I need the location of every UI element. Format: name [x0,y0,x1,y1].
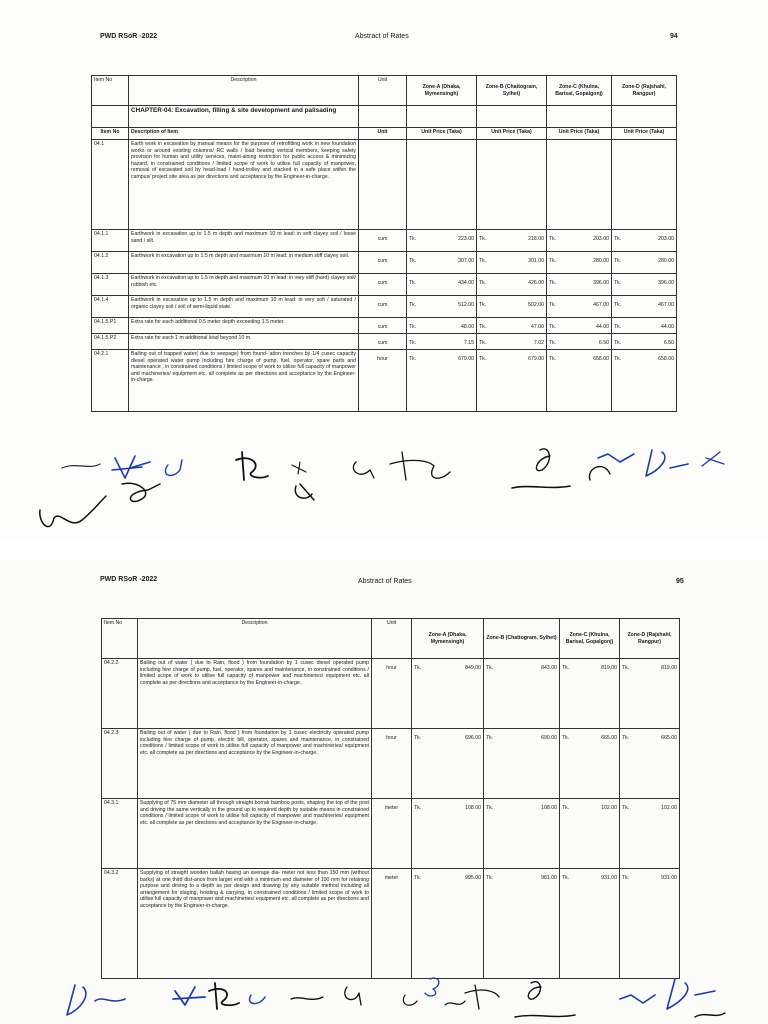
table-body [92,140,677,412]
currency-label: Tk. [414,875,422,881]
price-value: 48.00 [461,324,474,330]
price-value: 467.00 [593,302,609,308]
currency-label: Tk. [562,735,570,741]
description-cell: Extra rate for each additional 0.5 meter depth exceeding 1.5 meter. [129,318,359,334]
col-label-unit: Unit [359,128,407,140]
col-header-description: Description [138,619,372,659]
currency-label: Tk. [409,258,417,264]
table-row [92,334,677,350]
price-value: 44.00 [661,324,674,330]
description-cell: Earthwork in excavation up to 1.5 m depth and maximum 10 m lead: in very soft / saturated / organic clayey soil / soil of semi-liquid state. [129,296,359,318]
price-value: 307.00 [458,258,474,264]
price-cell-zone-d [612,350,677,412]
currency-label: Tk. [479,258,487,264]
price-value: 223.00 [458,236,474,242]
price-value: 44.00 [596,324,609,330]
price-value: 426.00 [528,280,544,286]
item-no-cell: 04.1.4 [92,296,129,318]
currency-label: Tk. [622,665,630,671]
unit-cell: meter [372,869,412,979]
price-cell-zone-d [612,140,677,230]
price-value: 108.00 [465,805,481,811]
col-header-unit: Unit [372,619,412,659]
column-label-row [92,128,677,140]
table-row [92,318,677,334]
price-cell-zone-c [547,296,612,318]
price-cell-zone-c [560,799,620,869]
price-value: 102.00 [661,805,677,811]
price-cell-zone-b [484,729,560,799]
price-value: 467.00 [658,302,674,308]
item-no-cell: 04.2.1 [92,350,129,412]
currency-label: Tk. [562,805,570,811]
price-cell-zone-b [477,296,547,318]
price-cell-zone-a [407,350,477,412]
price-value: 108.00 [541,805,557,811]
item-no-cell: 04.1.2 [92,252,129,274]
col-header-zone-d: Zone-D (Rajshahi, Rangpur) [620,619,680,659]
col-header-description: Description [129,76,359,106]
price-value: 6.50 [598,340,609,346]
price-value: 502.00 [528,302,544,308]
price-cell-zone-c [547,318,612,334]
currency-label: Tk. [486,665,494,671]
col-header-zone-b: Zone-B (Chattogram, Sylhet) [484,619,560,659]
price-value: 995.00 [465,875,481,881]
price-value: 843.00 [541,665,557,671]
doc-header-subtitle: Abstract of Rates [358,578,412,585]
price-cell-zone-a [407,140,477,230]
price-cell-zone-b [477,318,547,334]
doc-header-title: PWD RSoR -2022 [100,576,158,583]
col-header-zone-c: Zone-C (Khulna, Barisal, Gopalgonj) [547,76,612,106]
table-row [92,274,677,296]
currency-label: Tk. [562,875,570,881]
chapter-title: CHAPTER-04: Excavation, filling & site development and palisading [129,106,359,128]
col-label-price-c: Unit Price (Taka) [547,128,612,140]
item-no-cell: 04.3.2 [102,869,138,979]
price-value: 102.00 [601,805,617,811]
currency-label: Tk. [409,236,417,242]
rates-table [101,618,680,979]
price-cell-zone-a [412,659,484,729]
currency-label: Tk. [414,735,422,741]
price-cell-zone-d [612,318,677,334]
unit-cell: hour [359,350,407,412]
currency-label: Tk. [622,875,630,881]
col-label-price-a: Unit Price (Taka) [407,128,477,140]
table-header-row [92,76,677,106]
price-cell-zone-a [407,230,477,252]
price-cell-zone-d [612,230,677,252]
description-cell: Bailing out of water ( due to Rain, flood ) from foundation by 1 cusec electricity operated pump including hire charge of pump, electric bill, operator, spares and maintenance, in constrained conditions / limited scope of work to utilise full capacity of manpower and machineries/ equipment etc. all complete as per directions and acceptance by the Engineer-in-charge. [138,729,372,799]
price-value: 301.00 [528,258,544,264]
description-cell: Extra rate for each 1 m additional lead beyond 10 m. [129,334,359,350]
col-label-price-b: Unit Price (Taka) [477,128,547,140]
unit-cell: cum [359,252,407,274]
table-header-row [102,619,680,659]
price-cell-zone-d [620,869,680,979]
price-value: 218.00 [528,236,544,242]
price-value: 665.00 [661,735,677,741]
currency-label: Tk. [549,302,557,308]
currency-label: Tk. [486,735,494,741]
description-cell: Earthwork in excavation up to 1.5 m depth and maximum 10 m lead: in medium stiff clayey soil. [129,252,359,274]
currency-label: Tk. [622,735,630,741]
price-value: 819.00 [601,665,617,671]
currency-label: Tk. [549,236,557,242]
price-value: 203.00 [593,236,609,242]
doc-header-title: PWD RSoR -2022 [100,33,158,40]
col-header-zone-c: Zone-C (Khulna, Barisal, Gopalgonj) [560,619,620,659]
price-value: 512.00 [458,302,474,308]
price-value: 434.00 [458,280,474,286]
rates-table [91,75,677,412]
currency-label: Tk. [479,340,487,346]
col-header-zone-a: Zone-A (Dhaka, Mymensingh) [407,76,477,106]
price-cell-zone-d [612,252,677,274]
table-row [92,140,677,230]
price-cell-zone-b [477,252,547,274]
price-cell-zone-b [484,869,560,979]
currency-label: Tk. [549,280,557,286]
currency-label: Tk. [409,340,417,346]
signatures-row [55,965,735,1024]
col-header-zone-a: Zone-A (Dhaka, Mymensingh) [412,619,484,659]
page-number: 95 [676,578,684,585]
currency-label: Tk. [549,356,557,362]
item-no-cell: 04.1.1 [92,230,129,252]
unit-cell: cum [359,274,407,296]
price-cell-zone-a [412,869,484,979]
currency-label: Tk. [486,805,494,811]
description-cell: Earth work in excavation by manual means for the purpose of retrofitting work in new foundation works or around existing columns/ RC walls / load bearing vertical members, keeping safety provision for human and utility services, maint-aining restriction for public access & minimizing hazard, in constrained conditions / limited scope of work to utilise full capacity of manpower, removal of excavated soil by head-load / hand-trolley and stacked in a safe place within the campus/ project site area as per directions and acceptance by the Engineer-in-charge. [129,140,359,230]
col-header-zone-b: Zone-B (Chattogram, Sylhet) [477,76,547,106]
currency-label: Tk. [614,340,622,346]
currency-label: Tk. [614,236,622,242]
price-cell-zone-a [412,729,484,799]
currency-label: Tk. [409,302,417,308]
price-cell-zone-c [547,350,612,412]
unit-cell: cum [359,296,407,318]
price-value: 280.00 [593,258,609,264]
currency-label: Tk. [486,875,494,881]
description-cell: Bailing out of trapped water( due to seepage) from found- ation trenches by 1/4 cusec capacity diesel operated water pump including hire charge of pump, fuel, operator, spare parts and maintenance , in constrained conditions / limited scope of work to utilise full capacity of manpower and machineries/ equipment etc. all complete as per directions and acceptance by the Engineer-in-charge. [129,350,359,412]
currency-label: Tk. [549,324,557,330]
price-cell-zone-d [612,296,677,318]
table-row [92,350,677,412]
price-cell-zone-d [620,659,680,729]
currency-label: Tk. [479,280,487,286]
table-row [102,799,680,869]
unit-cell: cum [359,318,407,334]
item-no-cell: 04.3.1 [102,799,138,869]
item-no-cell: 04.2.2 [102,659,138,729]
price-cell-zone-d [620,729,680,799]
price-cell-zone-c [547,274,612,296]
col-header-item-no: Item No [102,619,138,659]
item-no-cell: 04.2.3 [102,729,138,799]
price-cell-zone-c [547,252,612,274]
table-body [102,659,680,979]
price-cell-zone-c [560,729,620,799]
price-value: 47.00 [531,324,544,330]
description-cell: Supplying of 75 mm diameter all through straight borrak bamboo posts, shaping the top of the post and driving the same vertically in the ground up to required depth by suitable means in constrained conditions / limited scope of work to utilise full capacity of manpower and machineries/ equipment etc. all complete as per directions and acceptance by the Engineer-in-charge. [138,799,372,869]
price-value: 203.00 [658,236,674,242]
table-row [92,296,677,318]
price-cell-zone-b [484,659,560,729]
unit-cell: cum [359,334,407,350]
price-value: 819.00 [661,665,677,671]
price-cell-zone-b [477,334,547,350]
price-value: 6.50 [663,340,674,346]
price-value: 396.00 [658,280,674,286]
description-cell: Supplying of straight wooden ballah having an average dia- meter not less than 150 mm (without barks) at one third dist-ance from larger end with a minimum end diameter of 100 mm for retaining purpose and driving to a depth as per design and drawing by any suitable method including all arrangement for staging, hoisting & carrying, in constrained conditions / limited scope of work to utilise full capacity of manpower and machineries/ equipment etc. all complete as per directions and acceptance by the Engineer-in-charge. [138,869,372,979]
price-value: 931.00 [601,875,617,881]
document-page-95 [0,560,768,1024]
currency-label: Tk. [409,280,417,286]
table-row [102,659,680,729]
price-cell-zone-d [620,799,680,869]
description-cell: Bailing out of water ( due to Rain, flood ) from foundation by 1 cusec diesel operated pump including hire charge of pump, fuel, operator, spares and maintenance, in constrained conditions / limited scope of work to utilise full capacity of manpower and machineries/ equipment etc. all complete as per directions and acceptance by the Engineer-in-charge. [138,659,372,729]
currency-label: Tk. [614,258,622,264]
price-value: 931.00 [661,875,677,881]
price-cell-zone-c [547,334,612,350]
price-cell-zone-b [484,799,560,869]
description-cell: Earthwork in excavation up to 1.5 m depth and maximum 10 m lead: in soft clayey soil / loose sand / silt. [129,230,359,252]
price-cell-zone-d [612,334,677,350]
price-value: 690.00 [541,735,557,741]
item-no-cell: 04.1 [92,140,129,230]
price-cell-zone-c [560,659,620,729]
currency-label: Tk. [479,302,487,308]
signatures-row [30,440,740,540]
col-label-item-no: Item No [92,128,129,140]
col-header-unit: Unit [359,76,407,106]
currency-label: Tk. [614,280,622,286]
col-header-item-no: Item No [92,76,129,106]
price-value: 658.00 [593,356,609,362]
unit-cell [359,140,407,230]
item-no-cell: 04.1.5.P1 [92,318,129,334]
currency-label: Tk. [549,340,557,346]
price-value: 849.00 [465,665,481,671]
currency-label: Tk. [409,324,417,330]
currency-label: Tk. [614,302,622,308]
unit-cell: hour [372,729,412,799]
doc-header-subtitle: Abstract of Rates [355,33,409,40]
price-value: 696.00 [465,735,481,741]
price-cell-zone-a [407,274,477,296]
table-row [102,729,680,799]
description-cell: Earthwork in excavation up to 1.5 m depth and maximum 10 m lead: in very stiff (hard) clayey soil/ rubbish etc. [129,274,359,296]
price-cell-zone-b [477,274,547,296]
price-value: 280.00 [658,258,674,264]
currency-label: Tk. [614,356,622,362]
price-cell-zone-d [612,274,677,296]
price-cell-zone-b [477,140,547,230]
price-cell-zone-a [407,252,477,274]
currency-label: Tk. [479,236,487,242]
item-no-cell: 04.1.3 [92,274,129,296]
currency-label: Tk. [479,356,487,362]
price-cell-zone-c [547,230,612,252]
price-cell-zone-a [407,296,477,318]
price-value: 658.00 [658,356,674,362]
unit-cell: hour [372,659,412,729]
unit-cell: cum [359,230,407,252]
unit-cell: meter [372,799,412,869]
currency-label: Tk. [549,258,557,264]
currency-label: Tk. [562,665,570,671]
col-label-description: Description of Item [129,128,359,140]
currency-label: Tk. [409,356,417,362]
table-row [92,252,677,274]
currency-label: Tk. [414,805,422,811]
col-label-price-d: Unit Price (Taka) [612,128,677,140]
price-cell-zone-c [560,869,620,979]
price-cell-zone-a [412,799,484,869]
price-value: 679.00 [458,356,474,362]
price-cell-zone-a [407,318,477,334]
price-value: 7.02 [533,340,544,346]
item-no-cell: 04.1.5.P2 [92,334,129,350]
currency-label: Tk. [622,805,630,811]
currency-label: Tk. [414,665,422,671]
price-cell-zone-b [477,230,547,252]
price-value: 7.15 [463,340,474,346]
price-value: 679.00 [528,356,544,362]
price-cell-zone-b [477,350,547,412]
price-cell-zone-c [547,140,612,230]
currency-label: Tk. [614,324,622,330]
price-value: 396.00 [593,280,609,286]
price-value: 665.00 [601,735,617,741]
price-value: 981.00 [541,875,557,881]
price-cell-zone-a [407,334,477,350]
table-row [92,230,677,252]
currency-label: Tk. [479,324,487,330]
col-header-zone-d: Zone-D (Rajshahi, Rangpur) [612,76,677,106]
page-number: 94 [670,33,678,40]
chapter-row [92,106,677,128]
table-row [102,869,680,979]
